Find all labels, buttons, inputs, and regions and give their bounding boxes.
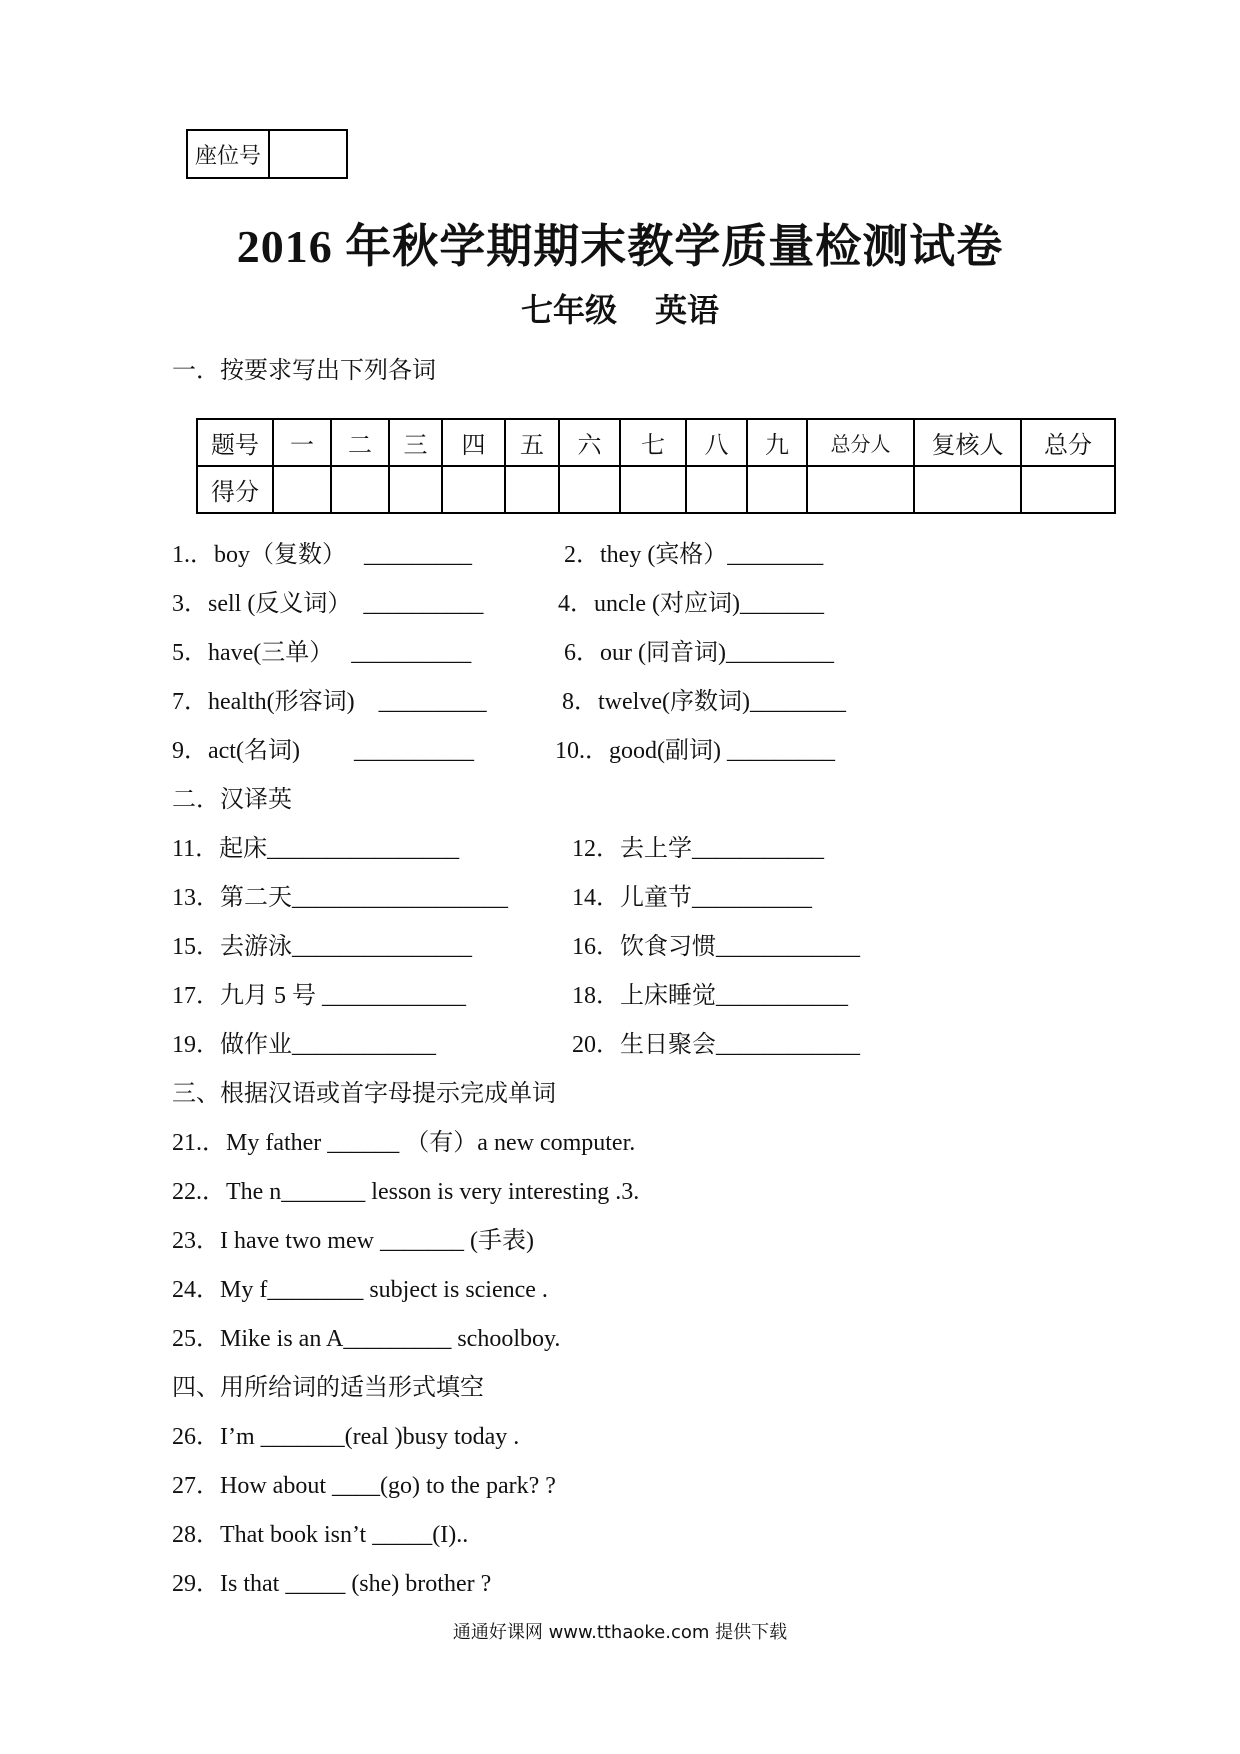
question-17: 17．九月 5 号 ____________ xyxy=(172,983,466,1009)
score-header-cell: 五 xyxy=(505,419,559,466)
score-table-header-row xyxy=(197,419,1115,466)
exam-title: 2016 年秋学期期末教学质量检测试卷 xyxy=(236,221,1004,272)
score-cell[interactable] xyxy=(442,466,505,513)
question-28: 28．That book isn’t _____(I).. xyxy=(172,1522,469,1548)
score-cell[interactable] xyxy=(559,466,620,513)
question-3: 3．sell (反义词） __________ xyxy=(172,591,484,617)
seat-number-label: 座位号 xyxy=(188,131,270,177)
question-26: 26．I’m _______(real )busy today . xyxy=(172,1424,520,1450)
score-header-cell: 总分人 xyxy=(807,419,914,466)
score-cell[interactable] xyxy=(747,466,807,513)
grade-label: 七年级 xyxy=(520,292,617,328)
score-header-cell: 六 xyxy=(559,419,620,466)
page-footer: 通通好课网 www.tthaoke.com 提供下载 xyxy=(452,1622,788,1643)
score-cell[interactable] xyxy=(273,466,331,513)
question-10: 10.．good(副词) _________ xyxy=(555,738,835,764)
question-24: 24．My f________ subject is science . xyxy=(172,1277,548,1303)
question-7: 7．health(形容词) _________ xyxy=(172,689,487,715)
question-21: 21.．My father ______ （有）a new computer. xyxy=(172,1130,636,1156)
question-27: 27．How about ____(go) to the park? ? xyxy=(172,1473,556,1499)
seat-number-field[interactable] xyxy=(270,131,346,177)
question-11: 11．起床________________ xyxy=(172,836,460,862)
score-header-cell: 题号 xyxy=(197,419,273,466)
score-header-cell: 一 xyxy=(273,419,331,466)
question-22: 22.．The n_______ lesson is very interesting .3. xyxy=(172,1179,640,1205)
question-8: 8．twelve(序数词)________ xyxy=(562,689,846,715)
question-25: 25．Mike is an A_________ schoolboy. xyxy=(172,1326,561,1352)
question-19: 19．做作业____________ xyxy=(172,1032,436,1058)
score-row-label: 得分 xyxy=(197,466,273,513)
score-header-cell: 复核人 xyxy=(914,419,1021,466)
score-header-cell: 总分 xyxy=(1021,419,1115,466)
question-6: 6．our (同音词)_________ xyxy=(564,640,834,666)
score-cell[interactable] xyxy=(620,466,686,513)
score-cell[interactable] xyxy=(1021,466,1115,513)
question-9: 9．act(名词) __________ xyxy=(172,738,474,764)
question-4: 4．uncle (对应词)_______ xyxy=(558,591,824,617)
score-cell[interactable] xyxy=(686,466,747,513)
score-header-cell: 四 xyxy=(442,419,505,466)
score-cell[interactable] xyxy=(505,466,559,513)
question-23: 23．I have two mew _______ (手表) xyxy=(172,1228,534,1254)
question-12: 12．去上学___________ xyxy=(572,836,824,862)
score-cell[interactable] xyxy=(331,466,389,513)
score-table-score-row xyxy=(197,466,1115,513)
section-1-heading: 一．按要求写出下列各词 xyxy=(172,356,436,384)
question-29: 29．Is that _____ (she) brother ? xyxy=(172,1571,492,1597)
question-1: 1.．boy（复数） _________ xyxy=(172,542,472,568)
seat-number-box xyxy=(186,129,348,179)
section-2-heading: 二．汉译英 xyxy=(172,785,292,813)
question-2: 2．they (宾格）________ xyxy=(564,542,824,568)
subject-label: 英语 xyxy=(655,292,720,328)
exam-subtitle xyxy=(0,285,1240,331)
score-cell[interactable] xyxy=(807,466,914,513)
score-header-cell: 七 xyxy=(620,419,686,466)
question-20: 20．生日聚会____________ xyxy=(572,1032,860,1058)
question-13: 13．第二天__________________ xyxy=(172,885,508,911)
score-header-cell: 九 xyxy=(747,419,807,466)
score-table xyxy=(196,418,1116,514)
score-header-cell: 二 xyxy=(331,419,389,466)
score-header-cell: 八 xyxy=(686,419,747,466)
score-header-cell: 三 xyxy=(389,419,442,466)
question-14: 14．儿童节__________ xyxy=(572,885,812,911)
score-cell[interactable] xyxy=(914,466,1021,513)
question-16: 16．饮食习惯____________ xyxy=(572,934,860,960)
question-5: 5．have(三单） __________ xyxy=(172,640,472,666)
question-15: 15．去游泳_______________ xyxy=(172,934,472,960)
question-18: 18．上床睡觉___________ xyxy=(572,983,848,1009)
score-cell[interactable] xyxy=(389,466,442,513)
section-4-heading: 四、用所给词的适当形式填空 xyxy=(172,1373,484,1401)
section-3-heading: 三、根据汉语或首字母提示完成单词 xyxy=(172,1079,556,1107)
